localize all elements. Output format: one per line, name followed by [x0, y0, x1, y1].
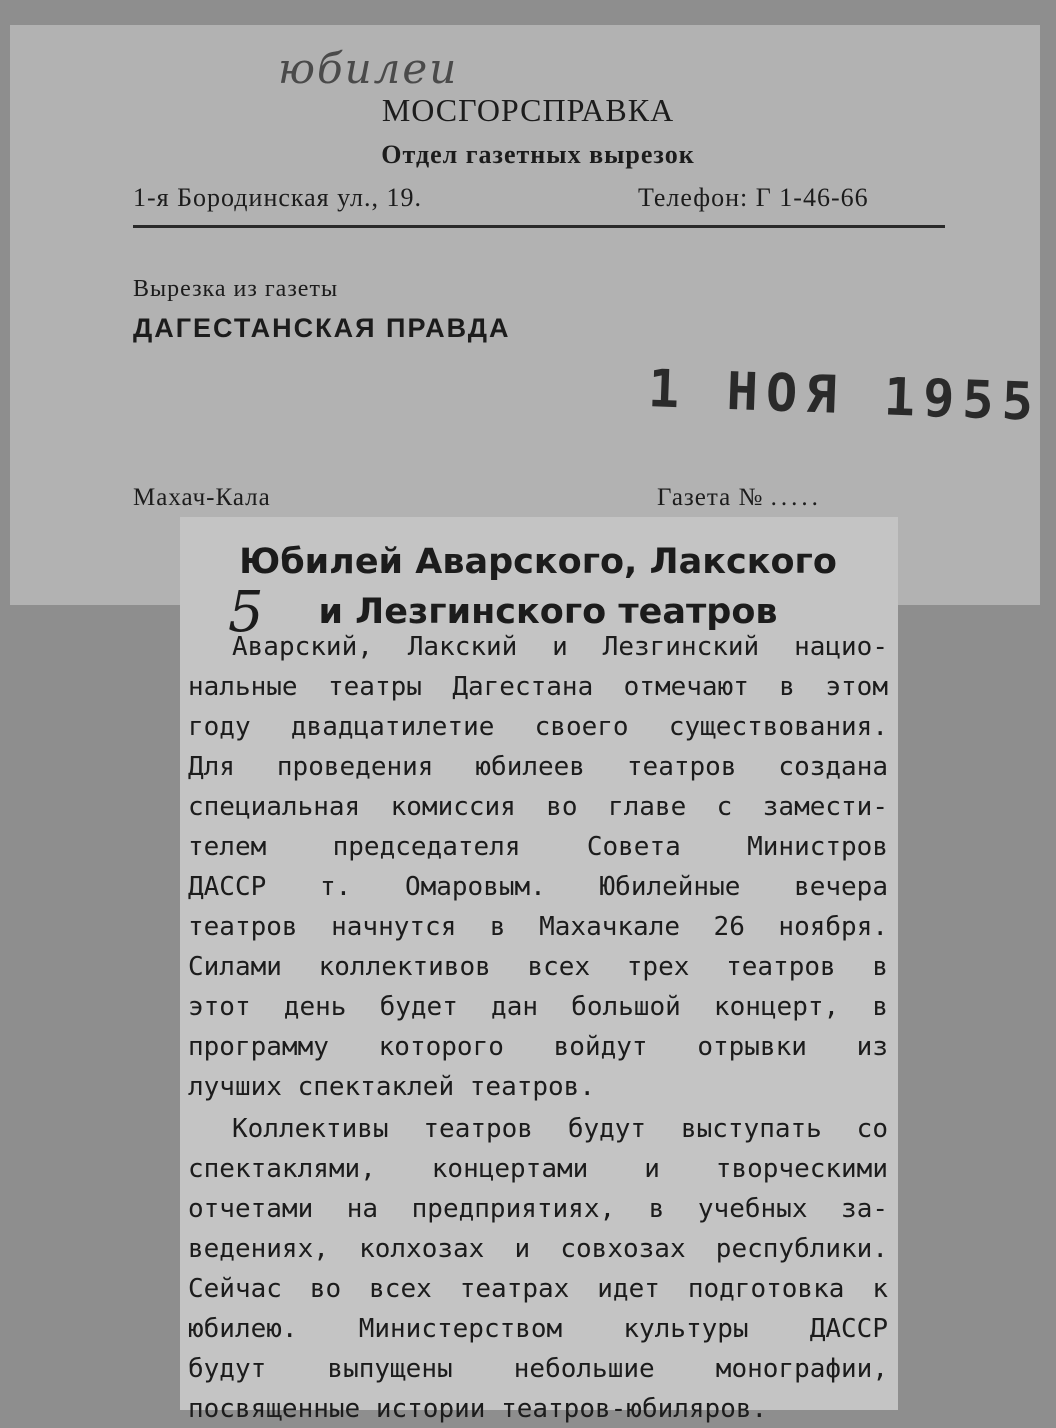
article-line: будут выпущены небольшие монографии, — [188, 1354, 888, 1384]
phone: Телефон: Г 1-46-66 — [638, 183, 869, 212]
article-line: специальная комиссия во главе с замести- — [188, 792, 888, 822]
article-line: этот день будет дан большой концерт, в — [188, 992, 888, 1022]
organization-name: МОСГОРСПРАВКА — [381, 92, 675, 128]
issue-dots: ..... — [770, 484, 822, 511]
article-line: ДАССР т. Омаровым. Юбилейные вечера — [188, 872, 888, 902]
page-mark: 5 — [228, 580, 264, 645]
header-divider — [133, 225, 945, 228]
article-line: Коллективы театров будут выступать со — [232, 1114, 888, 1144]
handwritten-note: юбилеи — [278, 44, 459, 93]
article-line: посвященные истории театров-юбиляров. — [188, 1394, 768, 1424]
article-line: юбилею. Министерством культуры ДАССР — [188, 1314, 888, 1344]
article-line: Силами коллективов всех трех театров в — [188, 952, 888, 982]
department-name: Отдел газетных вырезок — [381, 140, 695, 169]
clip-label: Вырезка из газеты — [133, 276, 339, 302]
article-line: театров начнутся в Махачкале 26 ноября. — [188, 912, 888, 942]
article-line: ведениях, колхозах и совхозах республики. — [188, 1234, 888, 1264]
article-line: Аварский, Лакский и Лезгинский нацио- — [232, 632, 888, 662]
article-line: нальные театры Дагестана отмечают в этом — [188, 672, 888, 702]
article-title-line-1: Юбилей Аварского, Лакского — [239, 542, 837, 582]
article-line: отчетами на предприятиях, в учебных за- — [188, 1194, 888, 1224]
issue-label: Газета № — [657, 484, 764, 511]
city: Махач-Кала — [133, 484, 271, 511]
address: 1-я Бородинская ул., 19. — [133, 183, 422, 212]
article-line: лучших спектаклей театров. — [188, 1072, 595, 1102]
article-line: спектаклями, концертами и творческими — [188, 1154, 888, 1184]
issue-number — [657, 484, 822, 512]
article-line: году двадцатилетие своего существования. — [188, 712, 888, 742]
date-stamp: 1 НОЯ 1955 — [647, 359, 1043, 433]
article-line: Для проведения юбилеев театров создана — [188, 752, 888, 782]
article-line: Сейчас во всех театрах идет подготовка к — [188, 1274, 888, 1304]
article-line: программу которого войдут отрывки из — [188, 1032, 888, 1062]
article-title-line-2: и Лезгинского театров — [318, 592, 778, 632]
article-line: телем председателя Совета Министров — [188, 832, 888, 862]
newspaper-name: ДАГЕСТАНСКАЯ ПРАВДА — [133, 313, 511, 343]
